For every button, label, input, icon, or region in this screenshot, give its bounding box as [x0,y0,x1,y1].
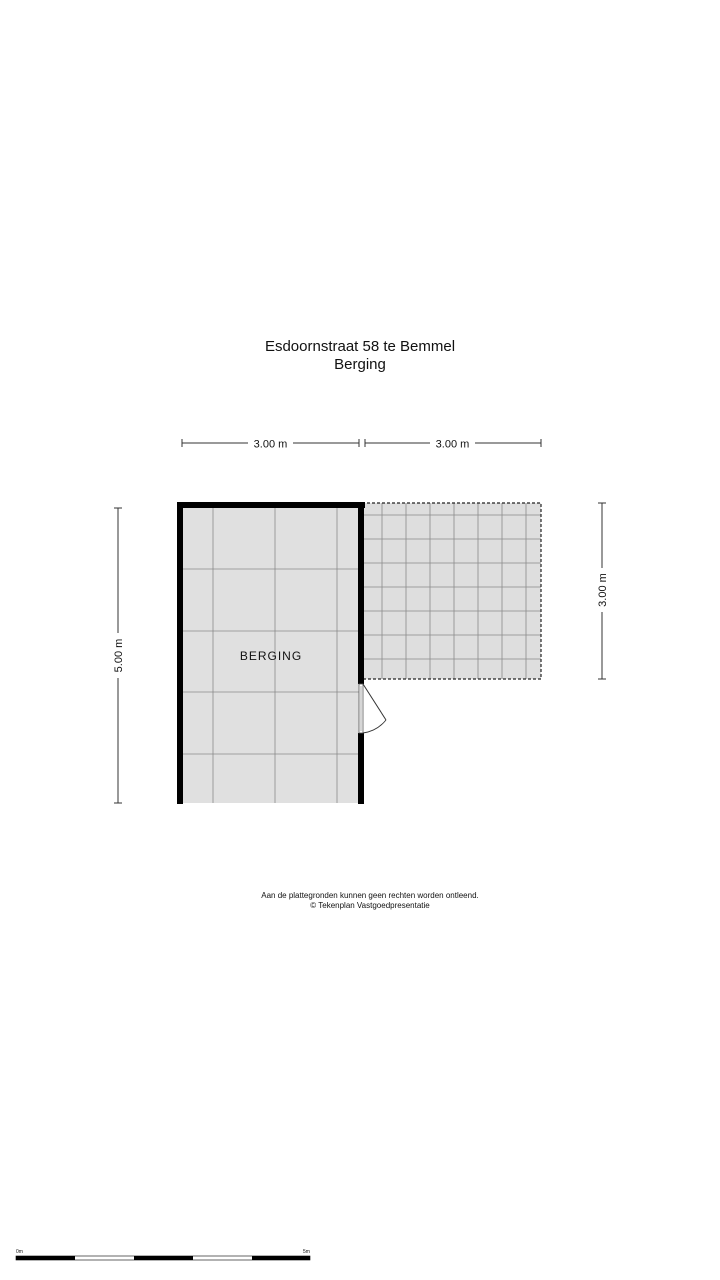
dimension-terrace-width-label: 3.00 m [435,438,470,451]
dimension-storage-depth-label: 5.00 m [113,638,125,673]
address-title: Esdoornstraat 58 te Bemmel [264,338,456,355]
storage-room [182,507,361,803]
scale-bar-start-label: 0m [16,1249,23,1255]
dimension-terrace-width [365,439,541,451]
scale-bar [16,1249,310,1260]
storage-room-label: BERGING [239,649,303,663]
footer [261,891,479,910]
dimension-terrace-depth-label: 3.00 m [597,573,609,607]
disclaimer-text: Aan de plattegronden kunnen geen rechten worden ontleend. [261,891,479,900]
floor-name-title: Berging [334,356,386,373]
dimension-storage-width [182,439,359,451]
copyright-text: © Tekenplan Vastgoedpresentatie [310,901,430,910]
storage-door [359,684,386,733]
dimension-terrace-depth [597,503,609,679]
dimension-storage-width-label: 3.00 m [253,438,288,451]
dimension-storage-depth [113,508,125,803]
terrace-area [362,503,541,679]
scale-bar-end-label: 5m [303,1249,310,1255]
